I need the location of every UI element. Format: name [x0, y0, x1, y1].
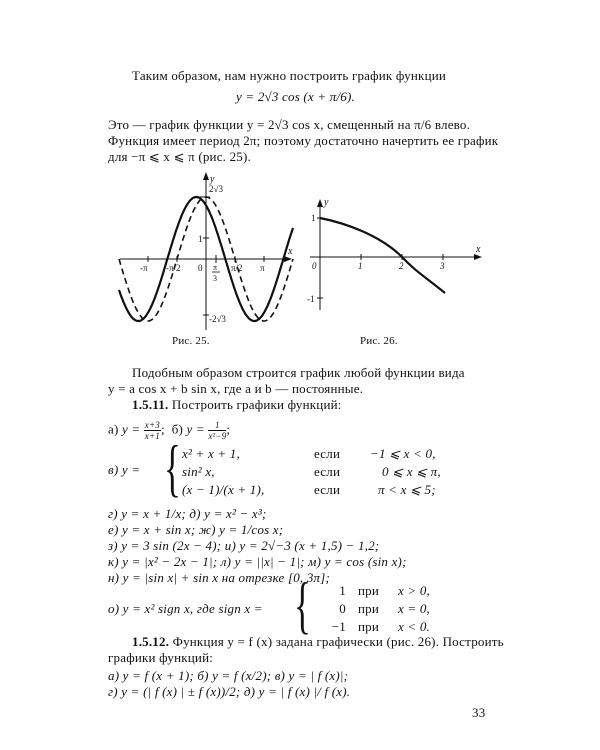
piecewise-word: если [314, 464, 341, 479]
tick-label: -1 [307, 294, 315, 304]
tick-label: 2√3 [209, 184, 223, 194]
piecewise-cond: π < x ⩽ 5; [378, 482, 436, 497]
problem-heading [132, 634, 504, 650]
item-label: б) [171, 421, 184, 437]
item-line: г) y = (| f (x) | ± f (x))/2; д) y = | f (x) |/ f (x). [108, 684, 351, 699]
item-line: е) y = x + sin x; ж) y = 1/cos x; [108, 522, 284, 537]
item-v-label: в) y = [108, 462, 141, 477]
tick-label: 2 [399, 261, 404, 271]
fraction: $\frac{1}{\text{x²−9}}$ [208, 420, 227, 441]
sign-cond: x < 0. [398, 619, 430, 634]
item-line: г) y = x + 1/x; д) y = x² − x³; [108, 506, 267, 521]
tick-label: 1 [311, 213, 316, 223]
y-axis-label: y [210, 174, 215, 185]
sign-word: при [358, 583, 380, 598]
problem-number: 1.5.12. [132, 634, 170, 649]
tick-label: 3 [440, 261, 445, 271]
sign-cond: x > 0, [398, 583, 430, 598]
sign-value: 1 [339, 583, 346, 598]
intro-text: Таким образом, нам нужно построить график функции [132, 68, 447, 83]
problem-text: Функция y = f (x) задана графически (рис. 26). Построить [172, 634, 504, 649]
piecewise-expr: x² + x + 1, [182, 446, 240, 461]
left-brace: { [164, 432, 181, 503]
x-axis-label: x [476, 244, 481, 255]
problem-title: Построить графики функций: [171, 397, 342, 412]
item-line: з) y = 3 sin (2x − 4); и) y = 2√−3 (x + 1,5) − 1,2; [108, 538, 380, 553]
item-o-label: о) y = x² sign x, где sign x = [108, 601, 263, 616]
item-line: к) y = |x² − 2x − 1|; л) y = ||x| − 1|; м) y = cos (sin x); [108, 554, 407, 569]
tick-label: 1 [198, 234, 203, 244]
figure-caption: Рис. 26. [360, 335, 398, 347]
figure-25 [110, 170, 300, 340]
tick-label: π/2 [231, 263, 243, 273]
x-axis-label: x [288, 246, 293, 257]
problem-heading [132, 397, 342, 413]
sign-word: при [358, 601, 380, 616]
piecewise-cond: −1 ⩽ x < 0, [370, 446, 436, 461]
paragraph-line: y = a cos x + b sin x, где a и b — постоянные. [108, 381, 364, 396]
figure-caption: Рис. 25. [172, 335, 210, 347]
piecewise-expr: sin² x, [182, 464, 215, 479]
y-arrow-icon [317, 199, 323, 207]
sign-cond: x = 0, [398, 601, 430, 616]
page-number: 33 [472, 705, 486, 720]
tick-label: 0 [198, 263, 203, 273]
paragraph-line: Это — график функции y = 2√3 cos x, смещенный на π/6 влево. [108, 117, 471, 132]
piecewise-cond: 0 ⩽ x ⩽ π, [382, 464, 441, 479]
sign-value: −1 [331, 619, 346, 634]
paragraph-line: графики функций: [108, 650, 214, 665]
item-label: а) [108, 421, 119, 437]
figure-26 [300, 195, 490, 315]
piecewise-word: если [314, 482, 341, 497]
tick-label: 0 [312, 261, 317, 271]
item-line: н) y = |sin x| + sin x на отрезке [0, 3π]; [108, 570, 331, 585]
tick-label: π [260, 263, 265, 273]
piecewise-expr: (x − 1)/(x + 1), [182, 482, 265, 497]
main-formula: y = 2√3 cos (x + π/6). [236, 89, 355, 104]
curve-f [320, 218, 445, 293]
paragraph-line: для −π ⩽ x ⩽ π (рис. 25). [108, 149, 251, 164]
tick-label: -π/2 [166, 263, 181, 273]
tick-label: -2√3 [209, 314, 226, 324]
paragraph-line: Функция имеет период 2π; поэтому достаточно начертить ее график [108, 133, 499, 148]
tick-label: 1 [358, 261, 363, 271]
item-line: а) y = f (x + 1); б) y = f (x/2); в) y = | f (x)|; [108, 668, 349, 683]
item-a-b: а) y = $\frac{x+3}{x+1}$ ; б) y = $\frac{1}{\text{x²−9}}$ ; [108, 420, 231, 441]
piecewise-word: если [314, 446, 341, 461]
tick-label: π [213, 263, 218, 272]
sign-word: при [358, 619, 380, 634]
y-axis-label: y [324, 197, 329, 208]
tick-label: 3 [213, 274, 217, 283]
tick-label: -π [140, 263, 148, 273]
paragraph-line: Подобным образом строится график любой функции вида [132, 365, 465, 380]
fraction: $\frac{x+3}{x+1}$ [144, 420, 160, 441]
problem-number: 1.5.11. [132, 397, 169, 412]
y-arrow-icon [203, 172, 209, 180]
sign-value: 0 [339, 601, 346, 616]
left-brace: { [294, 569, 311, 640]
